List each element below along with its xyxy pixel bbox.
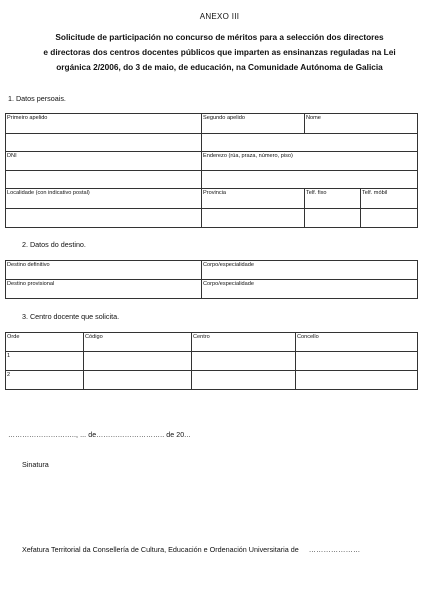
telf-fixo-label: Telf. fixo	[305, 189, 361, 209]
destination-table	[5, 260, 418, 299]
corpo-especialidade-2-label: Corpo/especialidade	[203, 281, 254, 287]
destino-definitivo-field[interactable]	[6, 261, 202, 280]
row-number: 1	[6, 352, 84, 371]
provincia-label: Provincia	[202, 189, 305, 209]
footer-text: Xefatura Territorial da Consellería de Cultura, Educación e Ordenación Universitaria de	[22, 545, 299, 554]
section-1-heading: 1. Datos persoais.	[8, 94, 66, 103]
provincia-field[interactable]	[202, 209, 305, 228]
title-line-2: e directoras dos centros docentes públicos que imparten as ensinanzas reguladas na Lei	[43, 47, 396, 57]
corpo-especialidade-1-label: Corpo/especialidade	[203, 262, 254, 268]
column-header-centro: Centro	[192, 333, 296, 352]
date-line: ……………………….., ... de……………………….. de 20...	[8, 432, 191, 439]
localidade-label: Localidade (con indicativo postal)	[6, 189, 202, 209]
codigo-field[interactable]	[84, 371, 192, 390]
school-request-table	[5, 332, 418, 390]
concello-field[interactable]	[296, 371, 418, 390]
telf-mobil-field[interactable]	[361, 209, 418, 228]
enderezo-field[interactable]	[202, 171, 418, 189]
column-header-orde: Orde	[6, 333, 84, 352]
footer-line	[22, 545, 360, 554]
destino-provisional-field[interactable]	[6, 280, 202, 299]
segundo-apelido-nome-field[interactable]	[202, 134, 418, 152]
row-number: 2	[6, 371, 84, 390]
column-header-concello: Concello	[296, 333, 418, 352]
primeiro-apelido-label: Primeiro apelido	[6, 114, 202, 134]
table-row	[6, 371, 418, 390]
dni-label: DNI	[6, 152, 202, 171]
codigo-field[interactable]	[84, 352, 192, 371]
signature-label: Sinatura	[22, 460, 49, 469]
corpo-especialidade-1-field[interactable]	[202, 261, 418, 280]
primeiro-apelido-field[interactable]	[6, 134, 202, 152]
concello-field[interactable]	[296, 352, 418, 371]
table-row	[6, 352, 418, 371]
personal-data-table	[5, 113, 418, 228]
title-line-3: orgánica 2/2006, do 3 de maio, de educación, na Comunidade Autónoma de Galicia	[56, 62, 383, 72]
destino-provisional-label: Destino provisional	[7, 281, 55, 287]
section-3-heading: 3. Centro docente que solicita.	[22, 312, 120, 321]
nome-label: Nome	[305, 114, 418, 134]
localidade-field[interactable]	[6, 209, 202, 228]
dni-field[interactable]	[6, 171, 202, 189]
telf-mobil-label: Telf. móbil	[361, 189, 418, 209]
title-line-1: Solicitude de participación no concurso de méritos para a selección dos directores	[55, 32, 384, 42]
footer-dots: …………………	[308, 545, 361, 554]
annex-number: ANEXO III	[199, 12, 240, 21]
destino-definitivo-label: Destino definitivo	[7, 262, 50, 268]
corpo-especialidade-2-field[interactable]	[202, 280, 418, 299]
centro-field[interactable]	[192, 371, 296, 390]
centro-field[interactable]	[192, 352, 296, 371]
telf-fixo-field[interactable]	[305, 209, 361, 228]
enderezo-label: Enderezo (rúa, praza, número, piso)	[202, 152, 418, 171]
section-2-heading: 2. Datos do destino.	[22, 240, 86, 249]
document-title	[12, 30, 427, 75]
segundo-apelido-label: Segundo apelido	[202, 114, 305, 134]
column-header-codigo: Código	[84, 333, 192, 352]
